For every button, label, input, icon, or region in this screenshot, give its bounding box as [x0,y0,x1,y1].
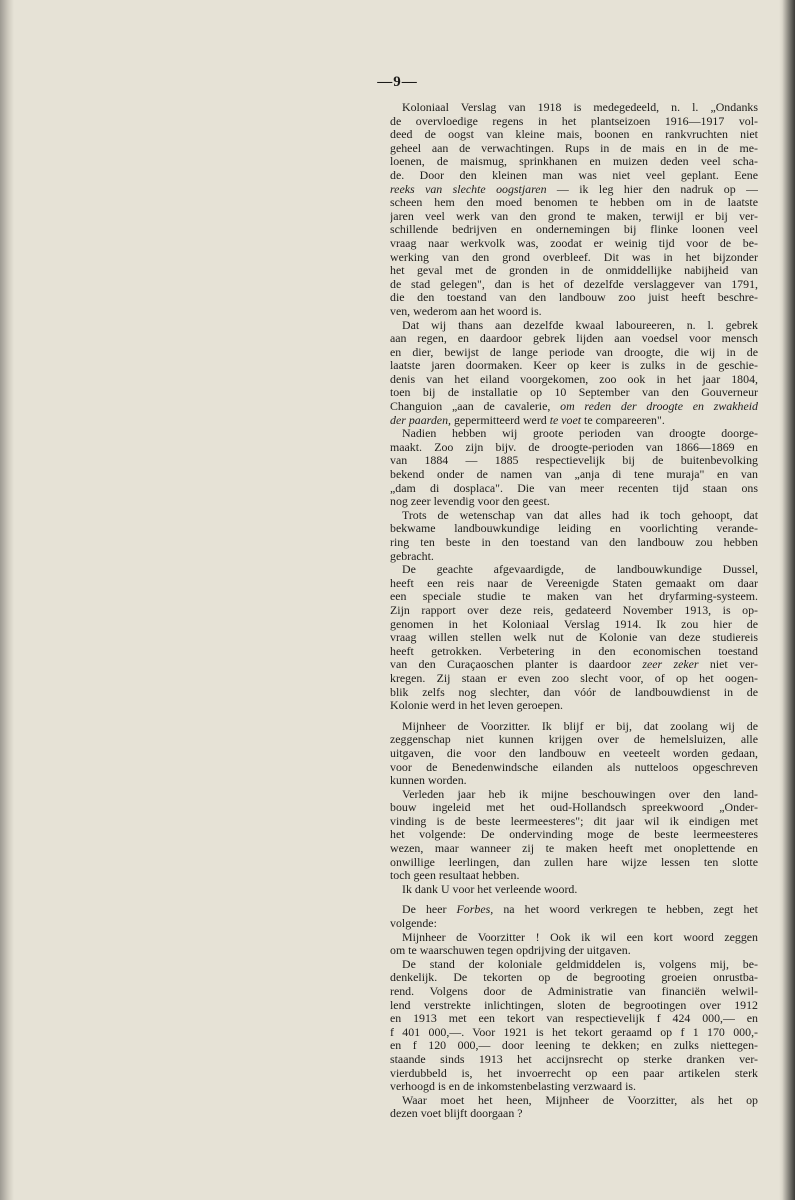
text-line [390,536,758,550]
text-run: Nadien hebben wij groote perioden van droogte doorge- [402,427,758,441]
text-run: volgende: [390,917,437,931]
text-line [390,590,758,604]
text-line [390,373,758,387]
text-run: van den Curaçaoschen planter is daardoor [390,658,643,672]
text-line [390,971,758,985]
text-run: bekend onder de namen van „anja di tene muraja" en van [390,468,758,482]
text-line [390,155,758,169]
text-line [390,631,758,645]
text-run: jaren veel werk van den grond te maken, terwijl er bij ver- [390,209,758,223]
text-line [390,618,758,632]
text-run: blik zelfs nog slechter, dan vóór de landbouwdienst in de [390,685,758,699]
text-run: van 1884 — 1885 respectievelijk bij de buitenbevolking [390,454,758,468]
text-line [390,917,758,931]
text-line [390,251,758,265]
text-run: geheel aan de verwachtingen. Rups in de mais en in de me- [390,141,758,155]
text-line [390,869,758,883]
paragraph [390,720,758,788]
italic-text: om reden der droogte en zwakheid [560,400,758,414]
text-line [390,761,758,775]
text-run: die den toestand van den landbouw zoo juist heeft beschre- [390,291,758,305]
text-run: Kolonie werd in het leven geroepen. [390,699,564,713]
text-run: Changuion „aan de cavalerie, [390,400,561,414]
text-run: gebracht. [390,549,434,563]
page-number: —9— [377,74,418,90]
text-run: de overvloedige regens in het plantseizoen 1916—1917 vol- [390,114,758,128]
text-line [390,774,758,788]
italic-text: te voet [549,413,582,427]
text-line [390,604,758,618]
text-run: De heer [402,903,457,917]
text-run: bouw ingeleid met het oud-Hollandsch spreekwoord „Onder- [390,801,758,815]
text-line [390,305,758,319]
page-left-edge [0,0,14,1200]
text-line [390,400,758,414]
text-line [390,1107,758,1121]
text-line [390,509,758,523]
text-line [390,931,758,945]
text-run: het geval met de gronden in de onmiddellijke nabijheid van [390,264,758,278]
text-run: toch geen resultaat hebben. [390,869,520,883]
text-line [390,903,758,917]
text-run: heeft getrokken. Verbetering in den economischen toestand [390,644,758,658]
text-line [390,454,758,468]
text-line [390,550,758,564]
text-line [390,828,758,842]
text-run: Verleden jaar heb ik mijne beschouwingen over den land- [402,787,758,801]
text-run: Waar moet het heen, Mijnheer de Voorzitter, als het op [402,1093,758,1107]
text-run: de. Door den kleinen man was niet veel geplant. Eene [390,168,758,182]
text-run: deed de oogst van kleine mais, boonen en rankvruchten niet [390,128,758,142]
text-run: te compareeren". [581,413,665,427]
italic-text: zeer zeker [642,658,699,672]
text-run: wezen, maar wanneer zij te maken heeft met onoplettende en [390,842,758,856]
italic-text: der paarden, [390,413,451,427]
text-run: „dam di dosplaca". Die van meer recenten tijd staan ons [390,481,758,495]
text-run: staande sinds 1913 het accijnsrecht op sterke dranken ver- [390,1052,758,1066]
paragraph [390,931,758,958]
text-run: zeggenschap niet kunnen krijgen over de hemelsluizen, alle [390,733,758,747]
text-run: Zijn rapport over deze reis, gedateerd November 1913, is op- [390,603,758,617]
text-run: Mijnheer de Voorzitter ! Ook ik wil een kort woord zeggen [402,930,758,944]
paragraph [390,427,758,509]
text-line [390,183,758,197]
text-run: Koloniaal Verslag van 1918 is medegedeeld, n. l. „Ondanks [402,101,758,114]
text-line [390,985,758,999]
text-run: vraag willen stellen welk nut de Kolonie van deze studiereis [390,631,758,645]
text-line [390,427,758,441]
text-line [390,958,758,972]
text-line [390,278,758,292]
text-line [390,563,758,577]
text-run: f 401 000,—. Voor 1921 is het tekort geraamd op f 1 170 000,- [390,1025,758,1039]
text-line [390,883,758,897]
text-line [390,223,758,237]
text-line [390,747,758,761]
text-run: vraag naar werkvolk was, zoodat er weinig tijd voor de be- [390,236,758,250]
text-run: een speciale studie te maken van het dryfarming-systeem. [390,590,758,604]
text-run: ring ten beste in den toestand van den landbouw zou hebben [390,536,758,549]
text-line [390,1026,758,1040]
text-run: gepermitteerd werd [451,413,550,427]
body-text [390,101,758,1121]
text-run: laatste jaren doormaken. Keer op keer is zulks in de geschie- [390,359,758,373]
paragraph [390,101,758,319]
text-line [390,101,758,115]
paragraph-gap [390,896,758,903]
text-line [390,815,758,829]
text-line [390,522,758,536]
text-run: niet ver- [698,658,758,672]
text-line [390,142,758,156]
text-line [390,1012,758,1026]
text-run: kunnen worden. [390,774,467,788]
text-run: maakt. Zoo zijn bijv. de droogte-perioden van 1866—1869 en [390,440,758,454]
text-run: denkelijk. De tekorten op de begrooting groeien onrustba- [390,971,758,985]
text-line [390,359,758,373]
text-run: De stand der koloniale geldmiddelen is, volgens mij, be- [402,957,758,971]
text-run: verhoogd is en de inkomstenbelasting verzwaard is. [390,1080,637,1094]
text-run: werking van den grond overbleef. Dit was in het bijzonder [390,250,758,264]
text-run: na het woord verkregen te hebben, zegt het [493,903,758,917]
text-run: scheen hem den moed benomen te hebben om in de laatste [390,196,758,210]
text-line [390,577,758,591]
text-run: en f 120 000,— door leening te dekken; en zulks niettegen- [390,1039,758,1053]
text-line [390,720,758,734]
text-run: uitgaven, die voor den landbouw en veeteelt worden gedaan, [390,746,758,760]
text-run: loenen, de maismug, sprinkhanen en muizen deden veel scha- [390,155,758,169]
paragraph [390,509,758,563]
text-line [390,319,758,333]
text-run: Dat wij thans aan dezelfde kwaal laboureeren, n. l. gebrek [402,318,758,332]
text-run: en 1913 met een tekort van respectievelijk f 424 000,— en [390,1012,758,1026]
text-line [390,1080,758,1094]
text-line [390,999,758,1013]
text-line [390,733,758,747]
text-line [390,128,758,142]
text-run: het volgende: De ondervinding moge de beste leermeesteres [390,828,758,842]
text-line [390,291,758,305]
text-run: om te waarschuwen tegen opdrijving der uitgaven. [390,944,631,958]
text-line [390,169,758,183]
text-run: genomen in het Koloniaal Verslag 1914. Ik zou hier de [390,617,758,631]
text-line [390,414,758,428]
text-run: onwillige leerlingen, dan zullen hare wijze lessen ten slotte [390,855,758,869]
text-run: denis van het eiland voorgekomen, zoo ook in het jaar 1804, [390,372,758,386]
text-line [390,801,758,815]
text-line [390,441,758,455]
text-run: de stad gelegen", dan is het of dezelfde verslaggever van 1791, [390,277,758,291]
text-line [390,386,758,400]
text-line [390,672,758,686]
text-run: — ik leg hier den nadruk op — [546,182,758,196]
text-run: nog zeer levendig voor den geest. [390,495,550,509]
text-run: en dier, bewijst de lange periode van droogte, die wij in de [390,345,758,359]
paragraph [390,883,758,897]
text-run: Trots de wetenschap van dat alles had ik toch gehoopt, dat [402,508,758,522]
text-line [390,468,758,482]
text-line [390,495,758,509]
text-run: kregen. Zij staan er even zoo slecht voor, of op het oogen- [390,671,758,685]
paragraph [390,903,758,930]
text-line [390,332,758,346]
text-run: vierdubbeld is, het invoerrecht op een paar artikelen sterk [390,1066,758,1080]
text-run: schillende bedrijven en ondernemingen bij flinke loonen veel [390,223,758,237]
page-right-edge [779,0,795,1200]
text-line [390,645,758,659]
text-line [390,237,758,251]
text-run: dezen voet blijft doorgaan ? [390,1107,523,1121]
text-run: ven, wederom aan het woord is. [390,304,542,318]
italic-text: reeks van slechte oogstjaren [390,182,547,196]
text-line [390,944,758,958]
text-line [390,1053,758,1067]
text-run: bekwame landbouwkundige leiding en voorlichting verande- [390,522,758,536]
italic-text: Forbes, [456,903,494,917]
text-line [390,346,758,360]
text-line [390,842,758,856]
text-line [390,210,758,224]
text-run: aan regen, en daardoor gebrek lijden aan voedsel voor mensch [390,332,758,346]
paragraph [390,1094,758,1121]
text-run: rend. Volgens door de Administratie van financiën welwil- [390,985,758,998]
text-line [390,115,758,129]
text-line [390,856,758,870]
text-line [390,788,758,802]
text-line [390,1039,758,1053]
text-run: heeft een reis naar de Vereenigde Staten gemaakt om daar [390,576,758,590]
paragraph [390,958,758,1094]
text-line [390,1067,758,1081]
text-run: voor de Benedenwindsche eilanden als nutteloos opgeschreven [390,760,758,774]
text-line [390,1094,758,1108]
text-line [390,686,758,700]
paragraph [390,319,758,428]
text-run: vinding is de beste leermeesteres"; dit jaar wil ik eindigen met [390,814,758,828]
paragraph-gap [390,713,758,720]
text-run: Ik dank U voor het verleende woord. [402,882,578,896]
text-run: De geachte afgevaardigde, de landbouwkundige Dussel, [402,563,758,577]
text-line [390,699,758,713]
paragraph [390,563,758,713]
text-run: lend verstrekte inlichtingen, sloten de begrootingen over 1912 [390,998,758,1012]
text-line [390,264,758,278]
text-line [390,482,758,496]
text-run: Mijnheer de Voorzitter. Ik blijf er bij, dat zoolang wij de [402,719,758,733]
text-line [390,658,758,672]
text-run: toen bij de installatie op 10 September van den Gouverneur [390,386,758,400]
paragraph [390,788,758,883]
text-line [390,196,758,210]
